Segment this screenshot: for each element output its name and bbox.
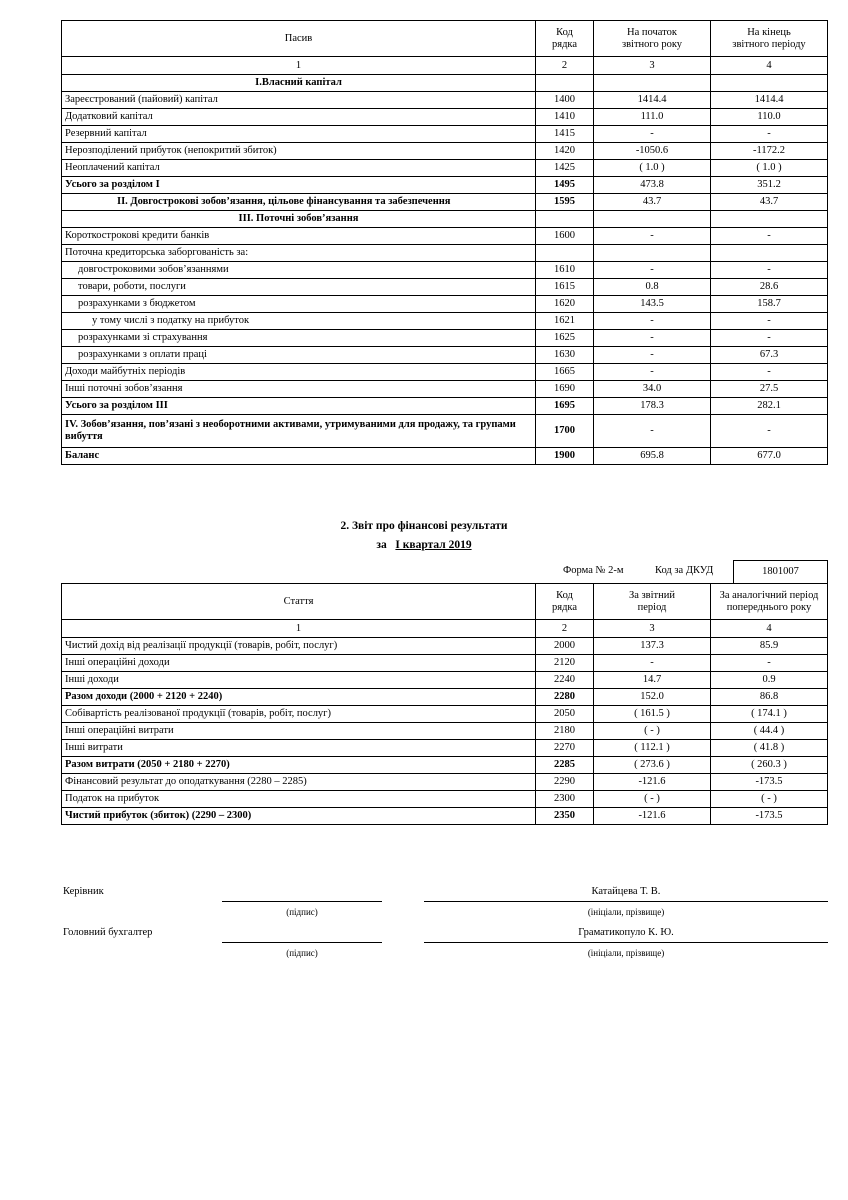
col-number: 4 [711,620,828,638]
table-row [62,808,828,825]
director-name: Катайцева Т. В. [591,886,661,897]
row-label: Усього за розділом I [62,177,536,194]
signature-caption: (підпис) [286,907,318,917]
row-code: 1620 [536,296,594,313]
row-label: Разом витрати (2050 + 2180 + 2270) [62,757,536,774]
row-start-value: - [594,364,711,381]
row-label: Інші доходи [62,672,536,689]
row-label: Чистий дохід від реалізації продукції (товарів, робіт, послуг) [62,638,536,655]
row-start-value: - [594,313,711,330]
period-prefix: за [376,539,387,551]
row-code: 1621 [536,313,594,330]
row-code: 1600 [536,228,594,245]
header-current-line2: період [637,601,667,613]
header-end-line1: На кінець [747,26,791,38]
header-current-period [594,584,711,620]
table-row [62,398,828,415]
row-current-value: 152.0 [594,689,711,706]
row-end-value: 351.2 [711,177,828,194]
row-label: Чистий прибуток (збиток) (2290 – 2300) [62,808,536,825]
row-code: 2270 [536,740,594,757]
row-code: 2280 [536,689,594,706]
row-label: Фінансовий результат до оподаткування (2280 – 2285) [62,774,536,791]
row-start-value [594,245,711,262]
row-current-value: -121.6 [594,774,711,791]
col-number: 4 [711,57,828,75]
row-label: Резервний капітал [62,126,536,143]
col-number: 2 [536,620,594,638]
row-end-value: 677.0 [711,448,828,465]
row-end-value [711,75,828,92]
row-start-value: 1414.4 [594,92,711,109]
row-previous-value: ( 174.1 ) [711,706,828,723]
accountant-name: Граматикопуло К. Ю. [578,927,674,938]
row-end-value: 282.1 [711,398,828,415]
row-label: товари, роботи, послуги [62,279,536,296]
row-end-value: - [711,126,828,143]
table-row [62,109,828,126]
table-row [62,160,828,177]
row-code: 1690 [536,381,594,398]
table-row [62,381,828,398]
row-previous-value: -173.5 [711,774,828,791]
row-label: Нерозподілений прибуток (непокритий збиток) [62,143,536,160]
row-current-value: ( - ) [594,723,711,740]
header-start-line2: звітного року [621,38,683,50]
header-end-of-period [711,21,828,57]
header-current-line1: За звітний [628,589,675,601]
row-label: Усього за розділом III [62,398,536,415]
row-start-value: -1050.6 [594,143,711,160]
row-start-value: 473.8 [594,177,711,194]
row-label: розрахунками з бюджетом [62,296,536,313]
row-end-value: ( 1.0 ) [711,160,828,177]
director-name-line [424,901,828,902]
row-current-value: -121.6 [594,808,711,825]
row-current-value: ( - ) [594,791,711,808]
row-code: 2290 [536,774,594,791]
row-label: Короткострокові кредити банків [62,228,536,245]
row-previous-value: 85.9 [711,638,828,655]
row-start-value: - [594,262,711,279]
row-current-value: 14.7 [594,672,711,689]
row-start-value: 178.3 [594,398,711,415]
table-row [62,262,828,279]
header-code [536,584,594,620]
name-caption: (ініціали, прізвище) [587,948,665,958]
accountant-name-line [424,942,828,943]
row-label: Разом доходи (2000 + 2120 + 2240) [62,689,536,706]
row-start-value: - [594,228,711,245]
row-start-value: 34.0 [594,381,711,398]
row-code: 1425 [536,160,594,177]
table-row [62,126,828,143]
header-article: Стаття [62,584,536,620]
header-code [536,21,594,57]
row-label: Неоплачений капітал [62,160,536,177]
header-prev-line2: попереднього року [726,601,812,613]
row-code: 2050 [536,706,594,723]
table-row [62,638,828,655]
header-previous-period [711,584,828,620]
header-code-line1: Код [556,589,573,601]
period-value: I квартал 2019 [395,539,472,551]
table-row [62,330,828,347]
col-number: 2 [536,57,594,75]
row-code: 2180 [536,723,594,740]
row-previous-value: ( 44.4 ) [711,723,828,740]
form-code-line [0,560,848,582]
row-label: Інші операційні доходи [62,655,536,672]
accountant-signature-line [222,942,382,943]
header-start-line1: На початок [627,26,677,38]
row-code: 1615 [536,279,594,296]
header-code-line2: рядка [551,38,578,50]
form-label: Форма № 2-м [563,565,624,576]
row-code: 2000 [536,638,594,655]
table-row [62,364,828,381]
director-role: Керівник [63,886,104,897]
row-start-value: ( 1.0 ) [594,160,711,177]
balance-liabilities-table [61,20,828,465]
row-previous-value: - [711,655,828,672]
row-start-value [594,211,711,228]
row-code: 1415 [536,126,594,143]
table-row [62,347,828,364]
results-period-line [0,539,848,551]
row-label: довгостроковими зобов’язаннями [62,262,536,279]
row-label: III. Поточні зобов’язання [62,211,536,228]
row-code: 1665 [536,364,594,381]
row-start-value: 143.5 [594,296,711,313]
row-code: 2240 [536,672,594,689]
table-row [62,672,828,689]
row-label: Доходи майбутніх періодів [62,364,536,381]
table-row [62,177,828,194]
row-code: 2120 [536,655,594,672]
row-previous-value: ( 260.3 ) [711,757,828,774]
financial-results-table [61,583,828,825]
row-end-value: 158.7 [711,296,828,313]
table-row [62,228,828,245]
row-label: розрахунками з оплати праці [62,347,536,364]
dkud-code-box [733,560,828,583]
table-row [62,211,828,228]
table-row [62,313,828,330]
row-start-value: 695.8 [594,448,711,465]
row-end-value: - [711,415,828,448]
row-previous-value: 0.9 [711,672,828,689]
name-caption: (ініціали, прізвище) [587,907,665,917]
row-label: Собівартість реалізованої продукції (товарів, робіт, послуг) [62,706,536,723]
row-code: 1630 [536,347,594,364]
table-row [62,791,828,808]
table-row [62,194,828,211]
table-row [62,448,828,465]
row-label: Додатковий капітал [62,109,536,126]
col-number: 3 [594,57,711,75]
results-title: 2. Звіт про фінансові результати [340,520,508,532]
row-code: 1900 [536,448,594,465]
row-label: розрахунками зі страхування [62,330,536,347]
accountant-role: Головний бухгалтер [63,927,153,938]
table-row [62,740,828,757]
row-start-value: 0.8 [594,279,711,296]
row-code: 1695 [536,398,594,415]
header-start-of-year [594,21,711,57]
row-label: Зареєстрований (пайовий) капітал [62,92,536,109]
row-label: Інші витрати [62,740,536,757]
row-end-value: - [711,330,828,347]
table-row [62,757,828,774]
signature-caption: (підпис) [286,948,318,958]
row-code: 2300 [536,791,594,808]
row-start-value [594,75,711,92]
row-code: 1625 [536,330,594,347]
row-current-value: - [594,655,711,672]
row-end-value: 27.5 [711,381,828,398]
table-row [62,279,828,296]
row-code [536,245,594,262]
row-previous-value: ( - ) [711,791,828,808]
row-end-value: 67.3 [711,347,828,364]
header-prev-line1: За аналогічний період [719,589,819,601]
row-end-value: 43.7 [711,194,828,211]
dkud-code: 1801007 [762,566,799,577]
row-label: Поточна кредиторська заборгованість за: [62,245,536,262]
row-code: 1495 [536,177,594,194]
row-previous-value: ( 41.8 ) [711,740,828,757]
row-end-value: -1172.2 [711,143,828,160]
table-row [62,706,828,723]
row-label: Податок на прибуток [62,791,536,808]
row-code: 1400 [536,92,594,109]
table-row [62,415,828,448]
row-label: у тому числі з податку на прибуток [62,313,536,330]
table-row [62,296,828,313]
col-number: 1 [62,57,536,75]
row-start-value: - [594,347,711,364]
row-label: IV. Зобов’язання, пов’язані з необоротними активами, утримуваними для продажу, та групами вибуття [62,415,536,448]
row-end-value: - [711,228,828,245]
row-end-value [711,211,828,228]
row-code: 1610 [536,262,594,279]
row-label: Баланс [62,448,536,465]
row-current-value: ( 112.1 ) [594,740,711,757]
table-row [62,92,828,109]
table-row [62,689,828,706]
row-code: 1420 [536,143,594,160]
row-end-value: - [711,262,828,279]
row-end-value: 1414.4 [711,92,828,109]
row-current-value: ( 273.6 ) [594,757,711,774]
row-start-value: - [594,415,711,448]
director-signature-line [222,901,382,902]
row-code: 2285 [536,757,594,774]
row-end-value [711,245,828,262]
row-label: Інші поточні зобов’язання [62,381,536,398]
row-current-value: ( 161.5 ) [594,706,711,723]
row-code [536,211,594,228]
row-label: Інші операційні витрати [62,723,536,740]
header-liabilities: Пасив [62,21,536,57]
header-code-line2: рядка [551,601,578,613]
table-row [62,143,828,160]
row-code: 1595 [536,194,594,211]
row-current-value: 137.3 [594,638,711,655]
table-row [62,655,828,672]
table-row [62,75,828,92]
header-end-line2: звітного періоду [732,38,806,50]
row-code: 2350 [536,808,594,825]
row-start-value: - [594,126,711,143]
header-code-line1: Код [556,26,573,38]
row-end-value: 28.6 [711,279,828,296]
row-previous-value: 86.8 [711,689,828,706]
dkud-label: Код за ДКУД [655,565,714,576]
row-label: I.Власний капітал [62,75,536,92]
row-previous-value: -173.5 [711,808,828,825]
table-row [62,245,828,262]
row-start-value: 111.0 [594,109,711,126]
row-start-value: 43.7 [594,194,711,211]
table-row [62,774,828,791]
table-row [62,723,828,740]
row-start-value: - [594,330,711,347]
row-end-value: - [711,313,828,330]
row-end-value: - [711,364,828,381]
row-label: II. Довгострокові зобов’язання, цільове фінансування та забезпечення [62,194,536,211]
col-number: 3 [594,620,711,638]
col-number: 1 [62,620,536,638]
row-code: 1410 [536,109,594,126]
row-code [536,75,594,92]
row-code: 1700 [536,415,594,448]
row-end-value: 110.0 [711,109,828,126]
